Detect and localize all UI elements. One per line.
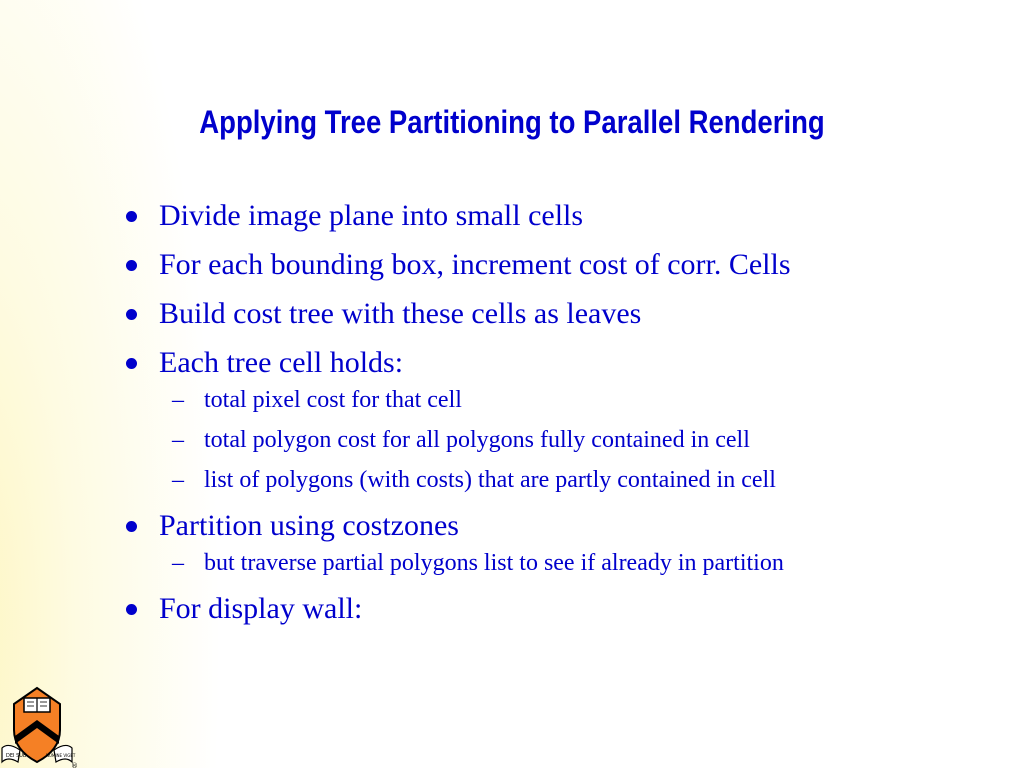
bullet-text: Build cost tree with these cells as leaves <box>159 297 642 330</box>
motto-left: DEI SUB <box>6 753 27 759</box>
sub-bullet-item <box>159 423 914 457</box>
bullet-item-bounding-box <box>124 245 914 285</box>
bullet-item-divide <box>124 196 914 236</box>
dash-marker: – <box>172 427 184 453</box>
sub-bullet-text: list of polygons (with costs) that are partly contained in cell <box>204 467 776 493</box>
dash-marker: – <box>172 387 184 413</box>
bullet-text: Each tree cell holds: <box>159 346 404 379</box>
bullet-text: For each bounding box, increment cost of corr. Cells <box>159 248 791 281</box>
sub-bullet-item <box>159 546 914 580</box>
sub-bullet-text: but traverse partial polygons list to see if already in partition <box>204 550 784 576</box>
sub-bullet-text: total pixel cost for that cell <box>204 387 462 413</box>
bullet-text: Divide image plane into small cells <box>159 199 584 232</box>
motto-right: NUMINE VIGET <box>46 753 76 758</box>
bullet-text: Partition using costzones <box>159 509 459 542</box>
bullet-item-costzones <box>124 506 914 580</box>
bullet-dot-icon <box>126 521 137 532</box>
sub-bullet-item <box>159 383 914 417</box>
bullet-item-display-wall <box>124 589 914 629</box>
registered-mark: ® <box>71 762 78 768</box>
bullet-dot-icon <box>126 604 137 615</box>
sub-bullet-list <box>159 546 914 580</box>
slide-content <box>124 196 914 638</box>
dash-marker: – <box>172 467 184 493</box>
bullet-dot-icon <box>126 309 137 320</box>
bullet-item-tree-cell <box>124 343 914 497</box>
sub-bullet-item <box>159 463 914 497</box>
bullet-text: For display wall: <box>159 592 363 625</box>
bullet-item-build-tree <box>124 294 914 334</box>
princeton-shield-icon <box>0 684 80 768</box>
bullet-dot-icon <box>126 260 137 271</box>
sub-bullet-text: total polygon cost for all polygons fully contained in cell <box>204 427 750 453</box>
bullet-dot-icon <box>126 358 137 369</box>
sub-bullet-list <box>159 383 914 497</box>
bullet-list <box>124 196 914 629</box>
slide-title: Applying Tree Partitioning to Parallel Rendering <box>199 104 825 140</box>
bullet-dot-icon <box>126 211 137 222</box>
dash-marker: – <box>172 550 184 576</box>
